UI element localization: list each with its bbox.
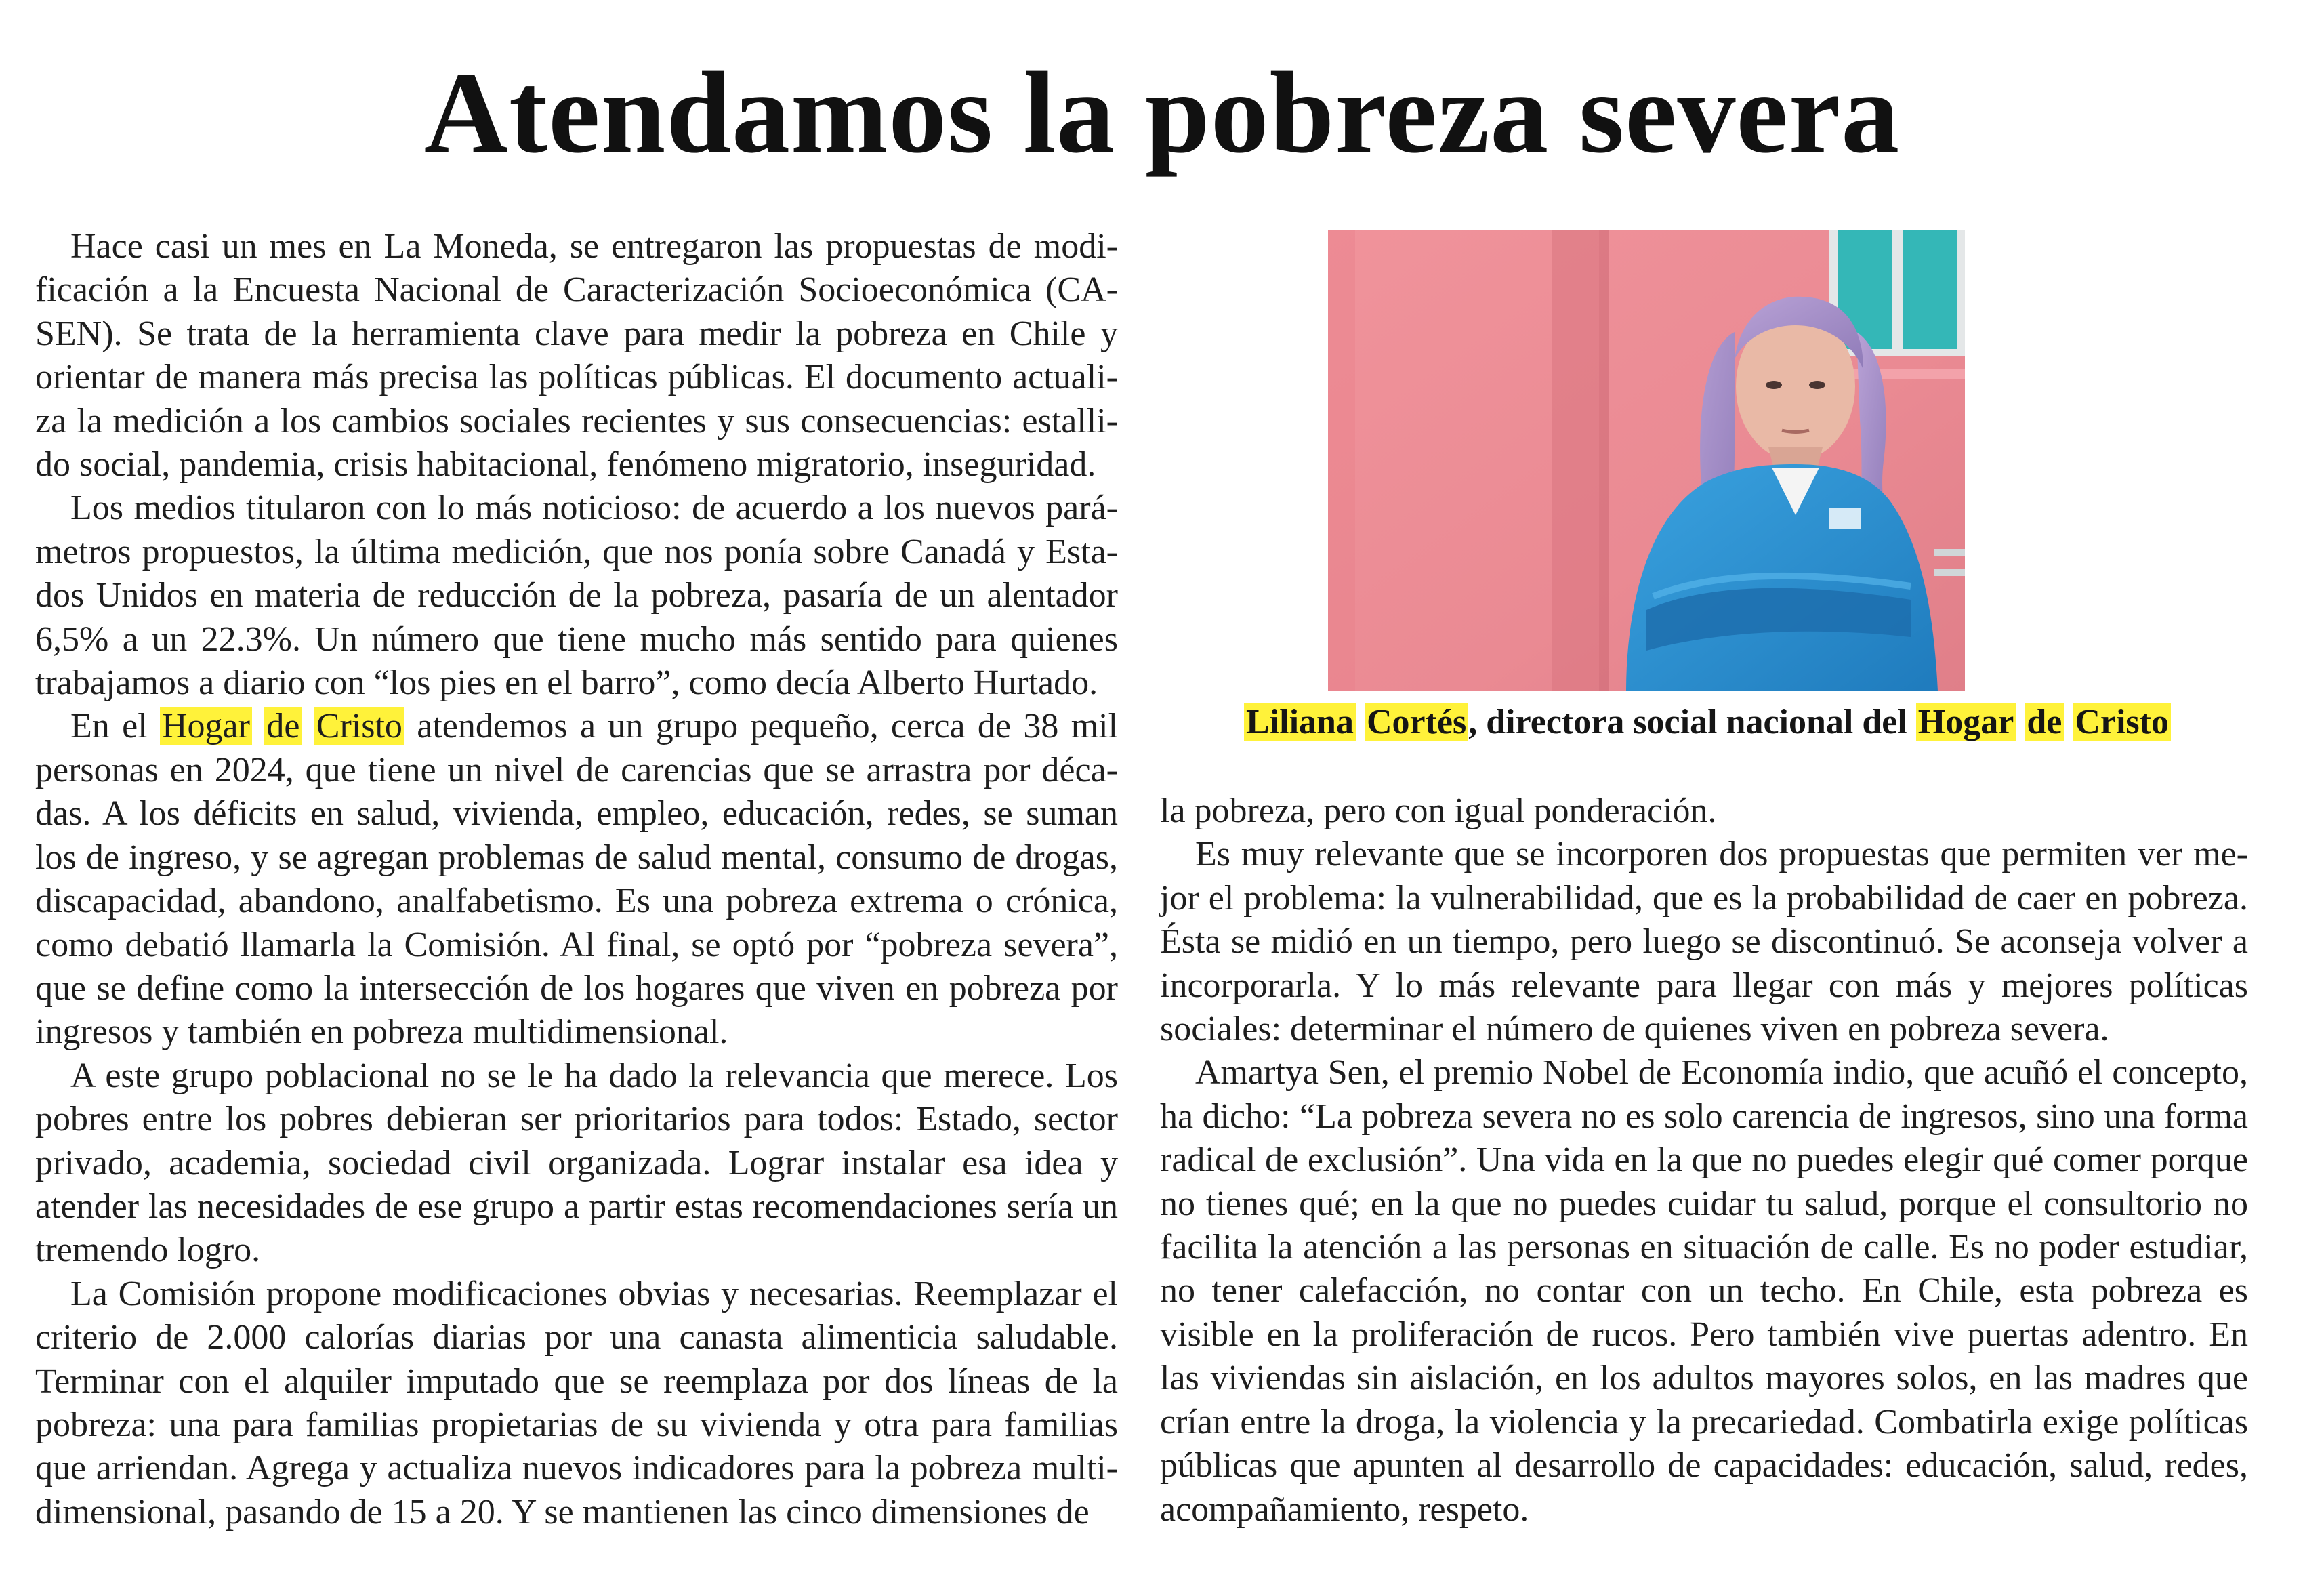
paragraph: La Comisión propone modificaciones obvias y necesarias. Reemplazar el criterio de 2.000 calorías diarias por una canasta alimenticia saludable. Terminar con el alquiler imputado que se reemplaza por dos líneas de la pobreza: una para familias propietarias de su vivienda y otra para familias que arriendan. Agrega y actualiza nuevos indicadores para la pobreza multidimensional, pasando de 15 a 20. Y se mantienen las cinco dimensiones de [35,1274,1118,1531]
highlighted-org-word: Hogar [1916,703,2016,741]
paragraph: A este grupo poblacional no se le ha dado la relevancia que merece. Los pobres entre los pobres debieran ser prioritarios para todos: Estado, sector privado, academia, sociedad civil organizada. Lograr instalar esa idea y atender las necesidades de ese grupo a partir estas recomendaciones sería un tremendo logro. [35,1056,1118,1270]
highlighted-org-word: de [264,707,302,745]
paragraph: Amartya Sen, el premio Nobel de Economía indio, que acuñó el concepto, ha dicho: “La pobreza severa no es solo carencia de ingresos, sino una forma radical de exclusión”. Una vida en la que no puedes elegir qué comer porque no tienes qué; en la que no puedes cuidar tu salud, porque el consultorio no facilita la atención a las personas en situación de calle. Es no poder estudiar, no tener calefacción, no contar con un techo. En Chile, esta pobreza es visible en la proliferación de rucos. Pero también vive puertas adentro. En las viviendas sin aislación, en los adultos mayores solos, en las madres que crían entre la droga, la violencia y la precariedad. Combatirla exige políticas públicas que apunten al desarrollo de capacidades: educación, salud, redes, acompañamiento, respeto. [1160,1053,2248,1529]
paragraph-continuation: la pobreza, pero con igual ponderación. [1160,791,1717,830]
paragraph: Es muy relevante que se incorporen dos propuestas que permiten ver mejor el problema: la vulnerabilidad, que es la probabilidad de caer en pobreza. Ésta se midió en un tiempo, pero luego se discontinuó. Se aconseja volver a incorporarla. Y lo más relevante para llegar con más y mejores políticas sociales: determinar el número de quienes viven en pobreza severa. [1160,835,2248,1049]
highlighted-name-word: Cortés [1365,703,1468,741]
paragraph: Los medios titularon con lo más noticioso: de acuerdo a los nuevos parámetros propuestos, la última medición, que nos ponía sobre Canadá y Estados Unidos en materia de reducción de la pobreza, pasaría de un alentador 6,5% a un 22.3%. Un número que tiene mucho más sentido para quienes trabajamos a diario con “los pies en el barro”, como decía Alberto Hurtado. [35,489,1118,703]
photo-caption [1125,698,2290,747]
highlighted-org-word: Hogar [160,707,252,745]
highlighted-name-word: Liliana [1244,703,1356,741]
caption-role: , directora social nacional del [1468,703,1916,741]
highlighted-org-word: Cristo [314,707,404,745]
paragraph-body: atendemos a un grupo pequeño, cerca de 38 mil personas en 2024, que tiene un nivel de carencias que se arrastra por décadas. A los déficits en salud, vivienda, empleo, educación, redes, se suman los de ingreso, y se agregan problemas de salud mental, consumo de drogas, discapacidad, abandono, analfabetismo. Es una pobreza extrema o crónica, como debatió llamarla la Comisión. Al final, se optó por “pobreza severa”, que se define como la intersección de los hogares que viven en pobreza por ingresos y también en pobreza multidimensional. [35,707,1119,1052]
article-title: Atendamos la pobreza severa [423,49,1901,178]
highlighted-org-word: de [2025,703,2064,741]
portrait-photo [1328,230,1965,691]
paragraph: Hace casi un mes en La Moneda, se entregaron las propuestas de modificación a la Encuesta Nacional de Caracterización Socioeconómica (CASEN). Se trata de la herramienta clave para medir la pobreza en Chile y orientar de manera más precisa las políticas públicas. El documento actualiza la medición a los cambios sociales recientes y sus consecuencias: estallido social, pandemia, crisis habitacional, fenómeno migratorio, inseguridad. [35,227,1118,485]
article-column-right [1160,789,2248,1531]
highlighted-org-word: Cristo [2073,703,2171,741]
article-column-left [35,225,1118,1534]
paragraph [35,705,1118,1054]
paragraph-lead: En el [70,707,148,746]
